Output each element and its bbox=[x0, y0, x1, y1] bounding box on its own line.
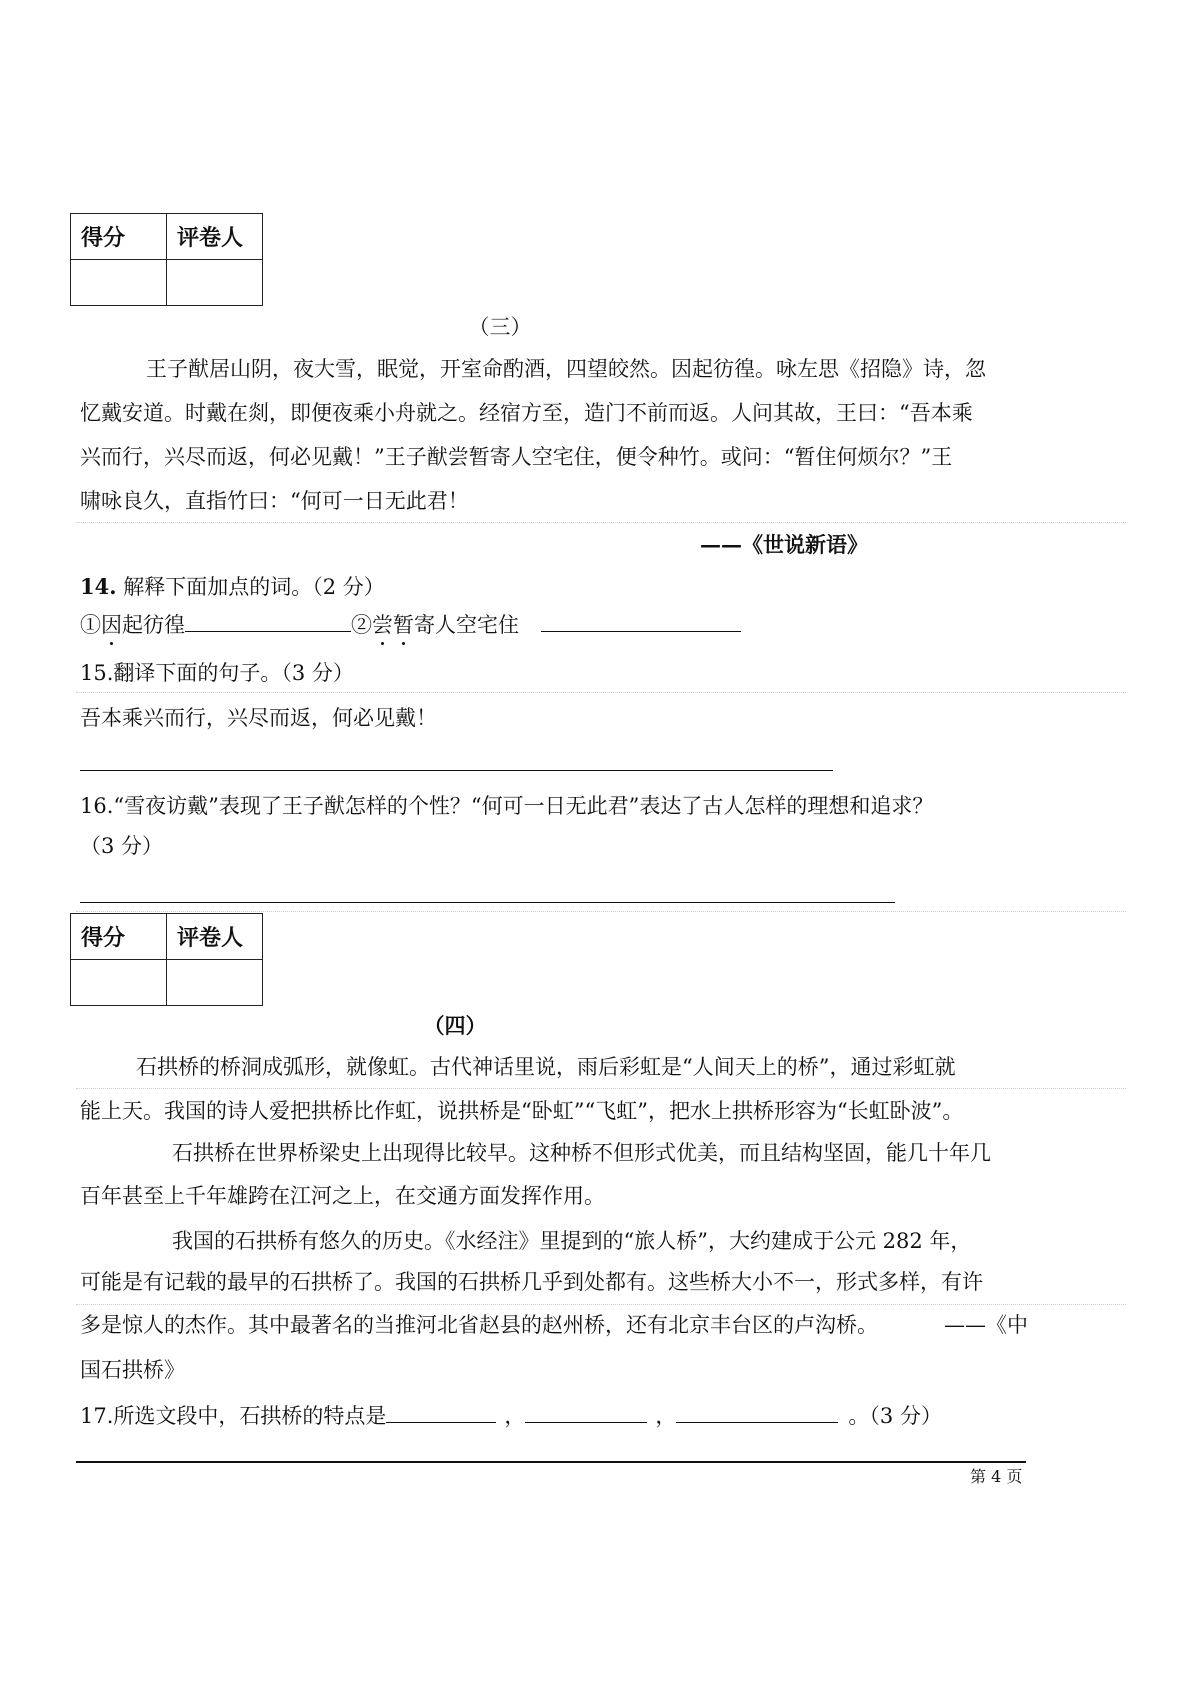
page-number: 第 4 页 bbox=[970, 1467, 1023, 1486]
item-2: ②尝暂寄人空宅住 bbox=[351, 613, 519, 637]
paragraph-line: 国石拱桥》 bbox=[80, 1358, 185, 1382]
passage-source: ——《世说新语》 bbox=[700, 532, 868, 557]
paragraph-line: 石拱桥在世界桥梁史上出现得比较早。这种桥不但形式优美，而且结构坚固，能几十年几 bbox=[172, 1141, 991, 1165]
question-16-line2: （3 分） bbox=[80, 834, 164, 858]
answer-line[interactable] bbox=[80, 902, 895, 903]
paragraph-line: 能上天。我国的诗人爱把拱桥比作虹，说拱桥是“卧虹”“飞虹”，把水上拱桥形容为“长虹卧波”。 bbox=[80, 1099, 964, 1123]
question-14-items bbox=[80, 607, 741, 640]
passage-line: 啸咏良久，直指竹曰：“何可一日无此君！ bbox=[80, 489, 469, 513]
score-header: 得分 bbox=[71, 214, 167, 260]
question-number: 14. bbox=[80, 574, 117, 599]
paragraph-line: 多是惊人的杰作。其中最著名的当推河北省赵县的赵州桥，还有北京丰台区的卢沟桥。 bbox=[80, 1313, 878, 1337]
passage-line: 王子猷居山阴，夜大雪，眠觉，开室命酌酒，四望皎然。因起彷徨。咏左思《招隐》诗，忽 bbox=[146, 357, 986, 381]
answer-blank[interactable] bbox=[541, 607, 741, 632]
paragraph-line: 我国的石拱桥有悠久的历史。《水经注》里提到的“旅人桥”，大约建成于公元 282 年， bbox=[172, 1229, 972, 1253]
section-title: （四） bbox=[423, 1013, 487, 1038]
passage-line: 忆戴安道。时戴在剡，即便夜乘小舟就之。经宿方至，造门不前而返。人问其故，王曰：“吾本乘 bbox=[80, 401, 973, 425]
section-title: （三） bbox=[468, 315, 532, 339]
score-cell[interactable] bbox=[71, 960, 167, 1006]
question-16-line1: 16.“雪夜访戴”表现了王子猷怎样的个性？“何可一日无此君”表达了古人怎样的理想和追求？ bbox=[80, 794, 934, 818]
question-17 bbox=[80, 1398, 942, 1431]
grader-cell[interactable] bbox=[167, 960, 263, 1006]
score-table bbox=[70, 913, 263, 1006]
comma: ， bbox=[655, 1404, 677, 1428]
comma: ， bbox=[504, 1404, 526, 1428]
answer-blank[interactable] bbox=[676, 1398, 838, 1423]
passage-line: 兴而行，兴尽而返，何必见戴！”王子猷尝暂寄人空宅住，便令种竹。或问：“暂住何烦尔？”王 bbox=[80, 445, 953, 469]
question-text: 17.所选文段中，石拱桥的特点是 bbox=[80, 1404, 387, 1428]
answer-blank[interactable] bbox=[525, 1398, 647, 1423]
paragraph-line: 百年甚至上千年雄跨在江河之上，在交通方面发挥作用。 bbox=[80, 1184, 605, 1208]
item-1: ①因起彷徨 bbox=[80, 613, 185, 637]
question-14 bbox=[80, 572, 385, 602]
answer-blank[interactable] bbox=[386, 1398, 496, 1423]
answer-line[interactable] bbox=[80, 770, 833, 771]
grader-header: 评卷人 bbox=[167, 914, 263, 960]
paragraph-line: 石拱桥的桥洞成弧形，就像虹。古代神话里说，雨后彩虹是“人间天上的桥”，通过彩虹就 bbox=[136, 1055, 956, 1079]
score-header: 得分 bbox=[71, 914, 167, 960]
answer-blank[interactable] bbox=[185, 607, 351, 632]
question-text: 解释下面加点的词。（2 分） bbox=[123, 575, 385, 599]
question-15-sentence: 吾本乘兴而行，兴尽而返，何必见戴！ bbox=[80, 706, 437, 730]
paragraph-line: 可能是有记载的最早的石拱桥了。我国的石拱桥几乎到处都有。这些桥大小不一，形式多样，有许 bbox=[80, 1270, 983, 1294]
score-cell[interactable] bbox=[71, 260, 167, 306]
grader-header: 评卷人 bbox=[167, 214, 263, 260]
question-15: 15.翻译下面的句子。（3 分） bbox=[80, 661, 354, 685]
paragraph-source: ——《中 bbox=[944, 1313, 1028, 1337]
question-end: 。（3 分） bbox=[848, 1404, 942, 1428]
footer-rule bbox=[76, 1461, 1026, 1463]
score-table bbox=[70, 213, 263, 306]
grader-cell[interactable] bbox=[167, 260, 263, 306]
